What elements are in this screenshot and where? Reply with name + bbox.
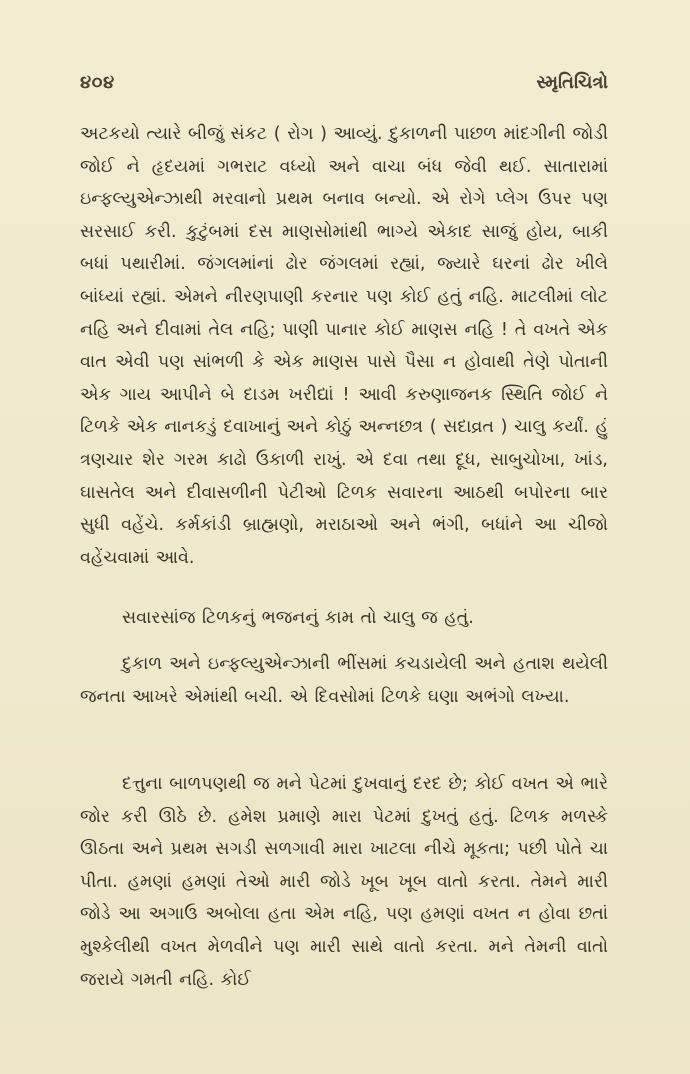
body-text <box>80 118 608 1058</box>
running-title: સ્મૃતિચિત્રો <box>536 72 608 93</box>
paragraph-3: દુકાળ અને ઇન્ફલ્યુએન્ઝાની ભીંસમાં કચડાયેલી અને હતાશ થયેલી જનતા આખરે એમાંથી બચી. એ દિવસોમાં ટિળકે ઘણા અભંગો લખ્યા. <box>80 654 608 707</box>
paragraph-2: સવારસાંજ ટિળકનું ભજનનું કામ તો ચાલુ જ હતું. <box>122 608 474 628</box>
page-header <box>80 72 608 102</box>
paragraph-4: દત્તુના બાળપણથી જ મને પેટમાં દુખવાનું દરદ છે; કોઈ વખત એ ભારે જોર કરી ઊઠે છે. હમેશ પ્રમાણે મારા પેટમાં દુખતું હતું. ટિળક મળસ્કે ઊઠતા અને પ્રથમ સગડી સળગાવી મારા ખાટલા નીચે મૂકતા; પછી પોતે ચા પીતા. હમણાં હમણાં તેઓ મારી જોડે ખૂબ ખૂબ વાતો કરતા. તેમને મારી જોડે આ અગાઉ અબોલા હતા એમ નહિ, પણ હમણાં વખત ન હોવા છતાં મુશ્કેલીથી વખત મેળવીને પણ મારી સાથે વાતો કરતા. મને તેમની વાતો જરાયે ગમતી નહિ. કોઈ <box>80 774 608 990</box>
paragraph-1: અટકયો ત્યારે બીજું સંકટ ( રોગ ) આવ્યું. દુકાળની પાછળ માંદગીની જોડી જોઈ ને હૃદયમાં ગભરાટ વધ્યો અને વાચા બંધ જેવી થઈ. સાતારામાં ઇન્ફલ્યુએન્ઝાથી મરવાનો પ્રથમ બનાવ બન્યો. એ રોગે પ્લેગ ઉપર પણ સરસાઈ કરી. કુટુંબમાં દસ માણસોમાંથી ભાગ્યે એકાદ સાજું હોય, બાકી બધાં પથારીમાં. જંગલમાંનાં ઢોર જંગલમાં રહ્યાં, જ્યારે ઘરનાં ઢોર ખીલે બાંધ્યાં રહ્યાં. એમને નીરણપાણી કરનાર પણ કોઈ હતું નહિ. માટલીમાં લોટ નહિ અને દીવામાં તેલ નહિ; પાણી પાનાર કોઈ માણસ નહિ ! તે વખતે એક વાત એવી પણ સાંભળી કે એક માણસ પાસે પૈસા ન હોવાથી તેણે પોતાની એક ગાય આપીને બે દાડમ ખરીદ્યાં ! આવી કરુણાજનક સ્થિતિ જોઈ ને ટિળકે એક નાનકડું દવાખાનું અને કોઠું અન્નછત્ર ( સદાવ્રત ) ચાલુ કર્યાં. હું ત્રણચાર શેર ગરમ કાઢો ઉકાળી રાખું. એ દવા તથા દૂધ, સાબુચોખા, ખાંડ, ઘાસતેલ અને દીવાસળીની પેટીઓ ટિળક સવારના આઠથી બપોરના બાર સુધી વહેંચે. કર્મકાંડી બ્રાહ્મણો, મરાઠાઓ અને ભંગી, બધાંને આ ચીજો વહેંચવામાં આવે. <box>80 124 608 568</box>
page-number: ૪૦૪ <box>80 72 115 93</box>
